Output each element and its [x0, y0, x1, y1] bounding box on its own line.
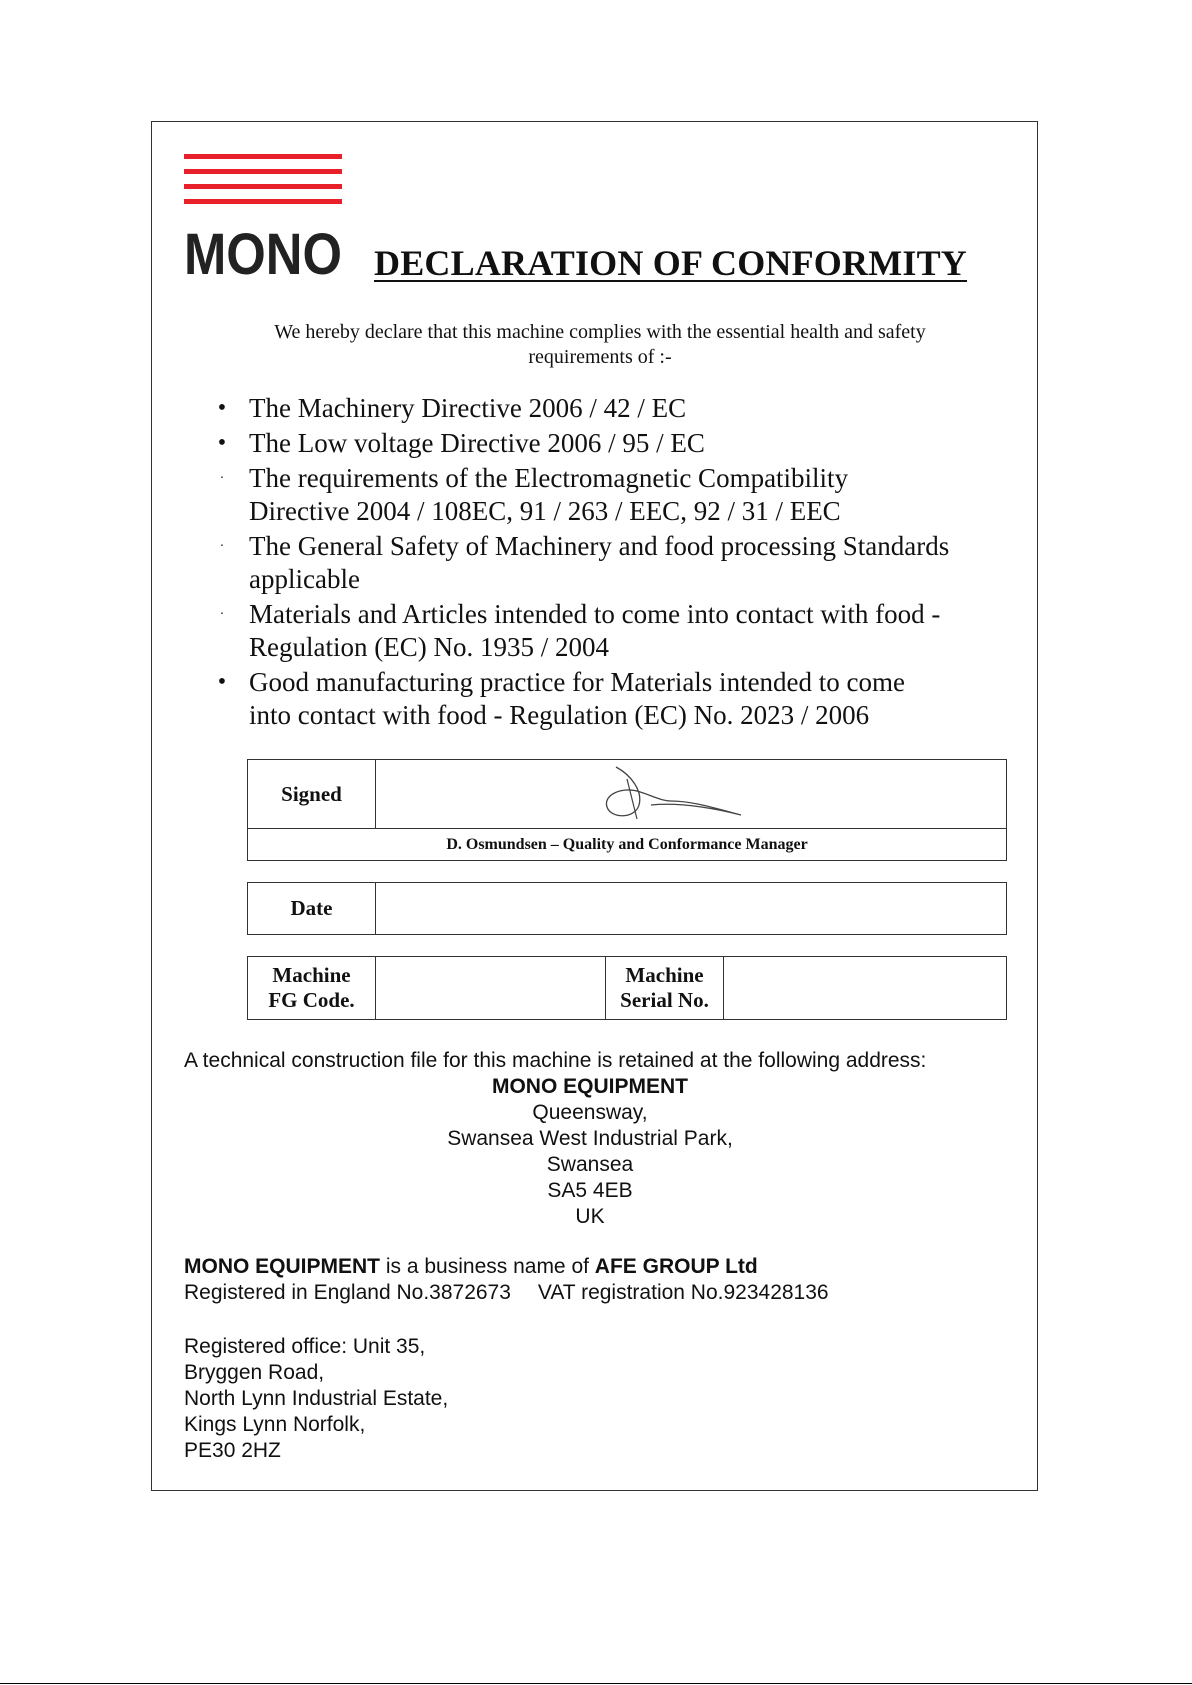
logo-stripe: [184, 184, 342, 189]
bullet-icon: •: [217, 669, 227, 695]
intro-line: We hereby declare that this machine complies with the essential health and safety: [274, 321, 926, 343]
bullet-icon: ·: [219, 539, 225, 554]
address-line: Swansea West Industrial Park,: [447, 1127, 733, 1150]
address-company: MONO EQUIPMENT: [491, 1075, 688, 1098]
bullet-icon: ·: [219, 471, 225, 486]
address-line: Swansea: [546, 1153, 634, 1176]
office-line: North Lynn Industrial Estate,: [184, 1387, 449, 1410]
office-line: Registered office: Unit 35,: [184, 1335, 426, 1358]
document-title: DECLARATION OF CONFORMITY: [374, 243, 968, 283]
handwritten-signature: [591, 761, 791, 827]
directive-item: · Materials and Articles intended to come into contact with food - Regulation (EC) No. 1935 / 2004: [214, 598, 1014, 664]
tech-file-address: [340, 1074, 840, 1230]
address-line: UK: [575, 1205, 605, 1228]
tech-file-statement: A technical construction file for this machine is retained at the following address:: [184, 1049, 927, 1072]
date-table: [247, 882, 1007, 935]
bullet-icon: ·: [219, 607, 225, 622]
bullet-icon: •: [217, 430, 227, 456]
signature-field[interactable]: [376, 760, 1007, 829]
logo-stripe: [184, 154, 342, 159]
directive-item: • The Machinery Directive 2006 / 42 / EC: [214, 392, 1014, 425]
mono-logo: [184, 152, 344, 287]
fg-code-label: Machine FG Code.: [248, 957, 376, 1020]
address-line: Queensway,: [532, 1101, 648, 1124]
directive-item: • Good manufacturing practice for Materials intended to come into contact with food - Regulation (EC) No. 2023 / 2006: [214, 666, 1014, 732]
logo-wordmark: MONO: [184, 222, 342, 287]
date-field[interactable]: [376, 883, 1007, 935]
registered-office: [184, 1334, 784, 1464]
office-line: PE30 2HZ: [184, 1439, 281, 1462]
serial-no-label: Machine Serial No.: [606, 957, 724, 1020]
intro-text: [200, 320, 1000, 370]
registration-line: Registered in England No.3872673 VAT registration No.923428136: [184, 1281, 829, 1304]
serial-no-field[interactable]: [724, 957, 1007, 1020]
logo-stripe: [184, 199, 342, 204]
bullet-icon: •: [217, 395, 227, 421]
office-line: Bryggen Road,: [184, 1361, 325, 1384]
machine-table: [247, 956, 1007, 1020]
directive-item: · The requirements of the Electromagnetic Compatibility Directive 2004 / 108EC, 91 / 263 / EEC, 92 / 31 / EEC: [214, 462, 1014, 528]
page-bottom-rule: [0, 1683, 1192, 1684]
fg-code-field[interactable]: [376, 957, 606, 1020]
business-name-line: MONO EQUIPMENT is a business name of AFE GROUP Ltd: [184, 1255, 758, 1278]
directive-item: · The General Safety of Machinery and food processing Standards applicable: [214, 530, 1014, 596]
directive-item: • The Low voltage Directive 2006 / 95 / EC: [214, 427, 1014, 460]
signed-label: Signed: [248, 760, 376, 829]
directive-list: [214, 392, 1014, 734]
address-line: SA5 4EB: [547, 1179, 633, 1202]
signature-table: [247, 759, 1007, 861]
office-line: Kings Lynn Norfolk,: [184, 1413, 366, 1436]
date-label: Date: [248, 883, 376, 935]
logo-stripe: [184, 169, 342, 174]
signatory-name: D. Osmundsen – Quality and Conformance Manager: [248, 829, 1007, 861]
intro-line: requirements of :-: [528, 346, 672, 368]
company-info: [184, 1254, 1004, 1306]
